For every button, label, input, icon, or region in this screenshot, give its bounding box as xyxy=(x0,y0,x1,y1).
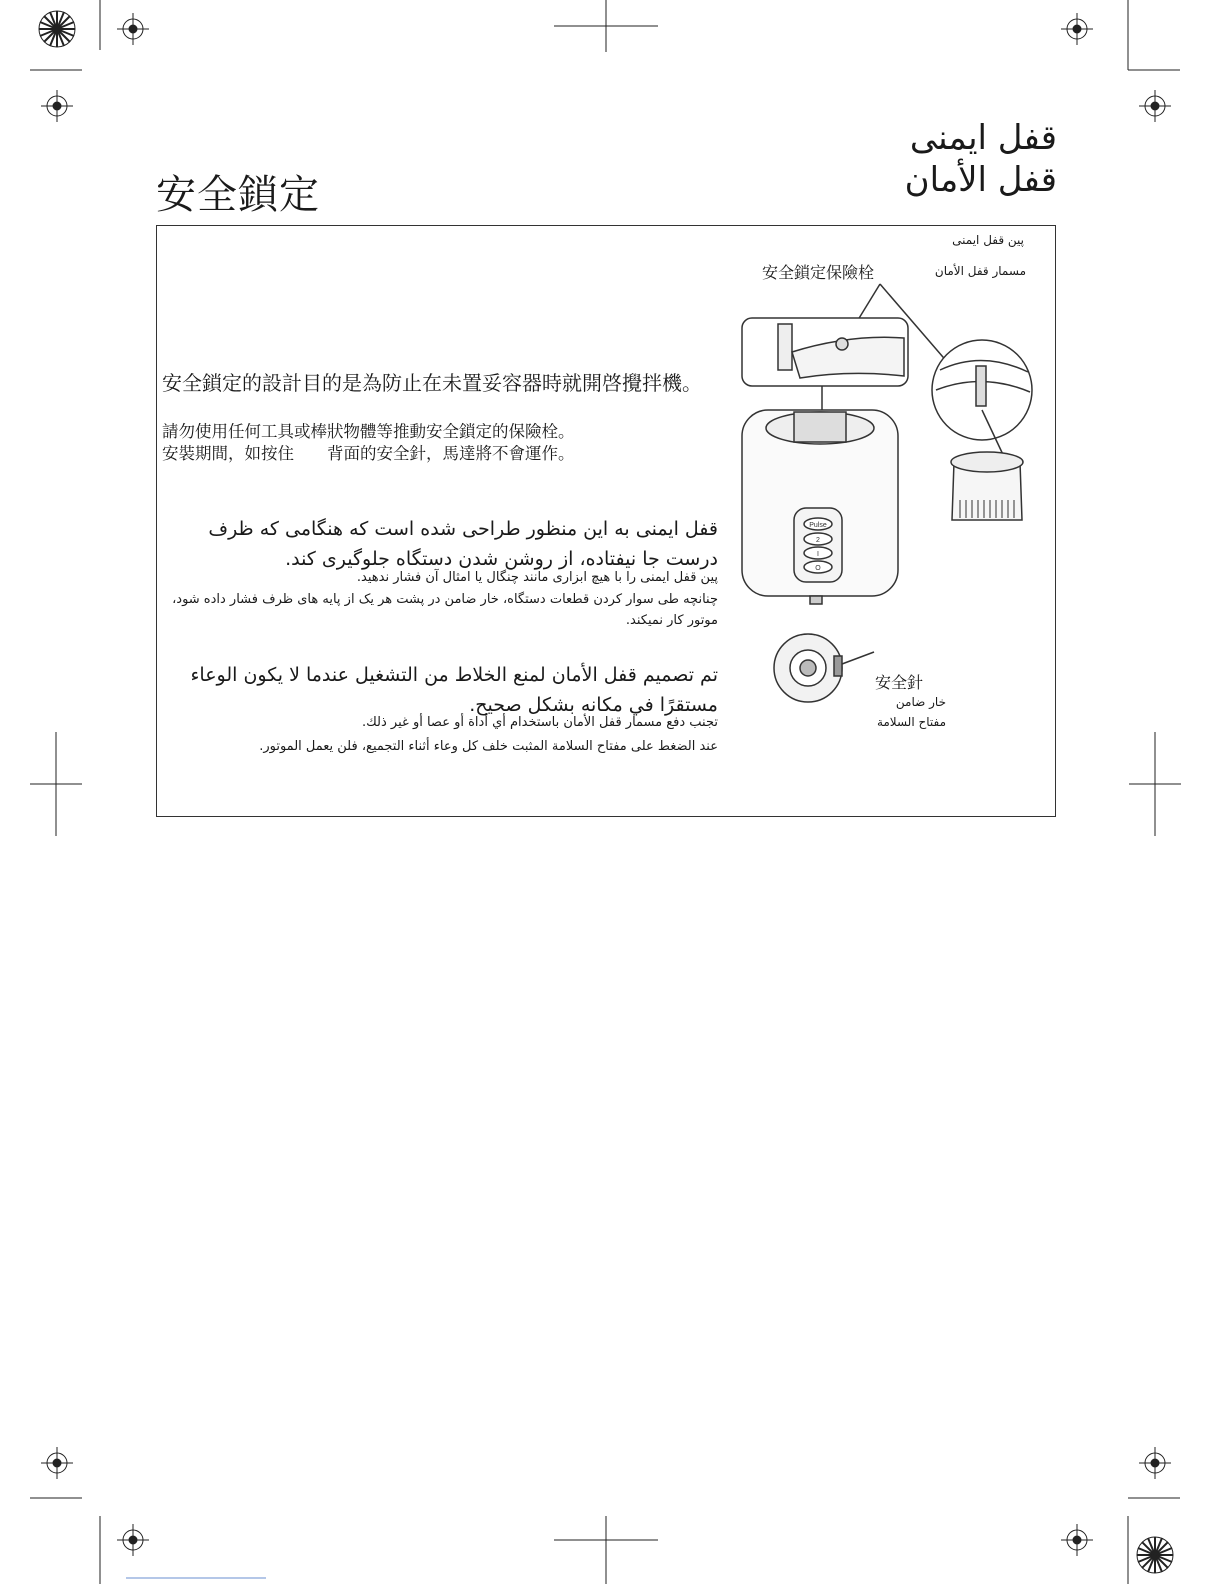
fa-lead-text: قفل ایمنی به این منظور طراحی شده است که هنگامی که ظرف درست جا نیفتاده، از روشن شدن دستگاه جلوگیری کند. xyxy=(208,518,718,570)
speed-1-label: I xyxy=(817,551,819,558)
label-needle-chinese: 安全針 xyxy=(875,673,924,692)
fa-instruction-1: پین قفل ایمنی را با هیچ ابزاری مانند چنگال یا امثال آن فشار ندهید. xyxy=(356,570,718,585)
zh-lead-text: 安全鎖定的設計目的是為防止在未置妥容器時就開啓攪拌機。 xyxy=(162,371,702,395)
speed-2-label: 2 xyxy=(816,537,820,544)
fa-instruction-2: چنانچه طی سوار کردن قطعات دستگاه، خار ضامن در پشت هر یک از پایه های ظرف فشار داده شود، موتور کار نمیکند. xyxy=(172,592,718,628)
safety-needle-icon xyxy=(834,656,842,676)
label-pin-chinese: 安全鎖定保險栓 xyxy=(762,263,875,282)
lock-pin-icon xyxy=(836,338,848,350)
ar-instruction-2: عند الضغط على مفتاح السلامة المثبت خلف كل وعاء أثناء التجميع، فلن يعمل الموتور. xyxy=(259,739,718,754)
off-label: O xyxy=(815,565,821,572)
zh-instruction-1: 請勿使用任何工具或棒狀物體等推動安全鎖定的保險栓。 xyxy=(162,422,575,441)
title-chinese: 安全鎖定 xyxy=(156,172,320,218)
label-needle-persian: خار ضامن xyxy=(895,695,946,709)
title-arabic: قفل الأمان xyxy=(904,160,1057,200)
label-needle-arabic: مفتاح السلامة xyxy=(876,715,946,729)
label-pin-persian: پین قفل ایمنی xyxy=(952,233,1024,247)
title-persian: قفل ایمنی xyxy=(909,118,1057,158)
ar-instruction-1: تجنب دفع مسمار قفل الأمان باستخدام أي أداة أو عصا أو غير ذلك. xyxy=(361,715,718,730)
blender-safety-lock-illustration xyxy=(730,280,1050,720)
ar-lead-text: تم تصميم قفل الأمان لمنع الخلاط من التشغيل عندما لا يكون الوعاء مستقرًا في مكانه بشكل صحيح. xyxy=(190,664,718,716)
zh-instruction-2: 安裝期間，如按住 背面的安全針，馬達將不會運作。 xyxy=(162,444,575,463)
label-pin-arabic: مسمار قفل الأمان xyxy=(934,264,1026,278)
pulse-label: Pulse xyxy=(809,522,827,529)
